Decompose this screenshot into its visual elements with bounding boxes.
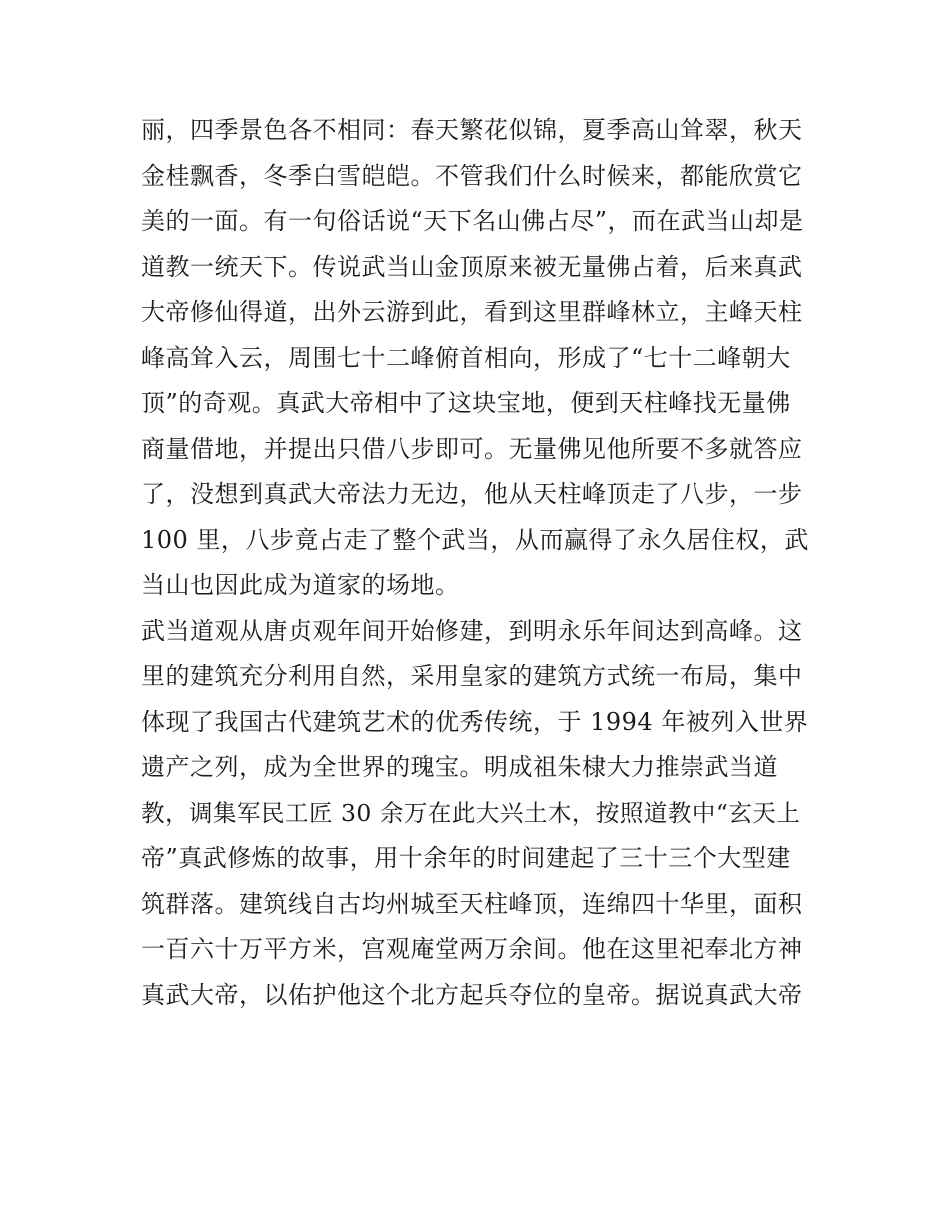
text-line: 教，调集军民工匠 30 余万在此大兴土木，按照道教中“玄天上 [141,798,801,827]
text-line: 美的一面。有一句俗话说“天下名山佛占尽”，而在武当山却是 [141,207,804,235]
text-line: 里的建筑充分利用自然，采用皇家的建筑方式统一布局，集中 [141,662,803,690]
document-body [141,108,813,1018]
text-line: 帝”真武修炼的故事，用十余年的时间建起了三十三个大型建 [141,844,791,872]
text-line: 了，没想到真武大帝法力无边，他从天柱峰顶走了八步，一步 [141,480,803,508]
text-line: 道教一统天下。传说武当山金顶原来被无量佛占着，后来真武 [141,252,803,281]
paragraph-legend-of-zhenwu [141,108,813,609]
paragraph-wudang-architecture [141,609,813,1019]
text-line: 遗产之列，成为全世界的瑰宝。明成祖朱棣大力推崇武当道 [141,753,778,781]
text-line: 体现了我国古代建筑艺术的优秀传统，于 1994 年被列入世界 [141,707,809,736]
text-line: 丽，四季景色各不相同：春天繁花似锦，夏季高山耸翠，秋天 [141,116,803,144]
text-line: 一百六十万平方米，宫观庵堂两万余间。他在这里祀奉北方神 [141,935,803,963]
text-line: 峰高耸入云，周围七十二峰俯首相向，形成了“七十二峰朝大 [141,343,791,372]
text-line: 武当道观从唐贞观年间开始修建，到明永乐年间达到高峰。这 [141,616,803,645]
text-line: 筑群落。建筑线自古均州城至天柱峰顶，连绵四十华里，面积 [141,889,803,918]
text-line: 当山也因此成为道家的场地。 [141,571,460,599]
text-line: 真武大帝，以佑护他这个北方起兵夺位的皇帝。据说真武大帝 [141,980,803,1009]
text-line: 100 里，八步竟占走了整个武当，从而赢得了永久居住权，武 [141,525,809,554]
text-line: 商量借地，并提出只借八步即可。无量佛见他所要不多就答应 [141,434,803,463]
text-line: 大帝修仙得道，出外云游到此，看到这里群峰林立，主峰天柱 [141,298,803,326]
text-line: 金桂飘香，冬季白雪皑皑。不管我们什么时候来，都能欣赏它 [141,161,803,190]
text-line: 顶”的奇观。真武大帝相中了这块宝地，便到天柱峰找无量佛 [141,389,791,417]
